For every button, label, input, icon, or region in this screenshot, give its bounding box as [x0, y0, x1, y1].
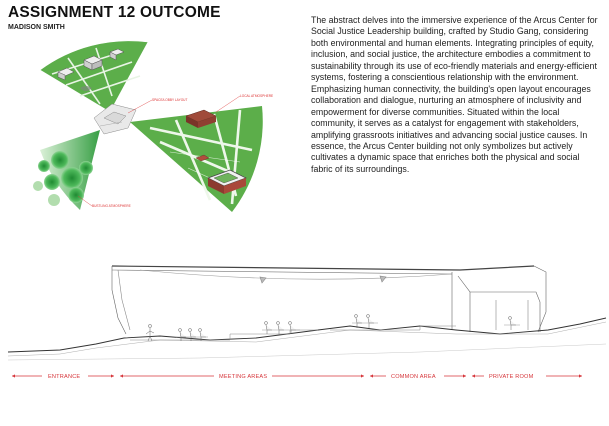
author-name: MADISON SMITH	[8, 24, 65, 31]
label-lobby-layout: SPACE/LOBBY LAYOUT	[152, 98, 188, 102]
zone-private	[472, 371, 582, 380]
zone-meeting	[120, 371, 364, 380]
site-diagram	[33, 41, 273, 212]
wedge-right	[130, 94, 273, 212]
zone-arrows	[12, 371, 582, 380]
zone-label-meeting-areas: MEETING AREAS	[219, 374, 268, 380]
label-bustling-atmosphere: BUSTLING ATMOSPHERE	[92, 204, 131, 208]
wedge-upper-left	[40, 41, 148, 112]
abstract-text: The abstract delves into the immersive experience of the Arcus Center for Social Justice Leadership building, crafted by Studio Gang, considering both environmental and human elements. Integrating principles of equity, inclusion, and social justice, the architecture embodies a commitment to sustainability through its use of eco-friendly materials and energy-efficient systems, fostering a conscientious relationship with the environment. Emphasizing human connectivity, the building's open layout encourages collaboration and dialogue, nurturing an atmosphere of inclusivity and empowerment for diverse communities. Situated within the local community, it serves as a catalyst for engagement with stakeholders, amplifying grassroots initiatives and advancing social justice causes. In essence, the Arcus Center building not only symbolizes but actively cultivates a dynamic space that enriches both the physical and social fabric of its surroundings.	[311, 15, 598, 174]
zone-entrance	[12, 371, 114, 380]
ground-line	[8, 318, 606, 352]
roof-line	[112, 266, 534, 270]
zone-label-common-area: COMMON AREA	[391, 374, 436, 380]
zone-label-entrance: ENTRANCE	[48, 374, 81, 380]
building-section	[8, 266, 606, 360]
label-local-atmosphere: LOCAL ATMOSPHERE	[240, 94, 274, 98]
wedge-lower-left	[33, 130, 131, 210]
zone-common	[370, 371, 466, 380]
page-title: ASSIGNMENT 12 OUTCOME	[8, 4, 221, 21]
zone-label-private-room: PRIVATE ROOM	[489, 374, 534, 380]
